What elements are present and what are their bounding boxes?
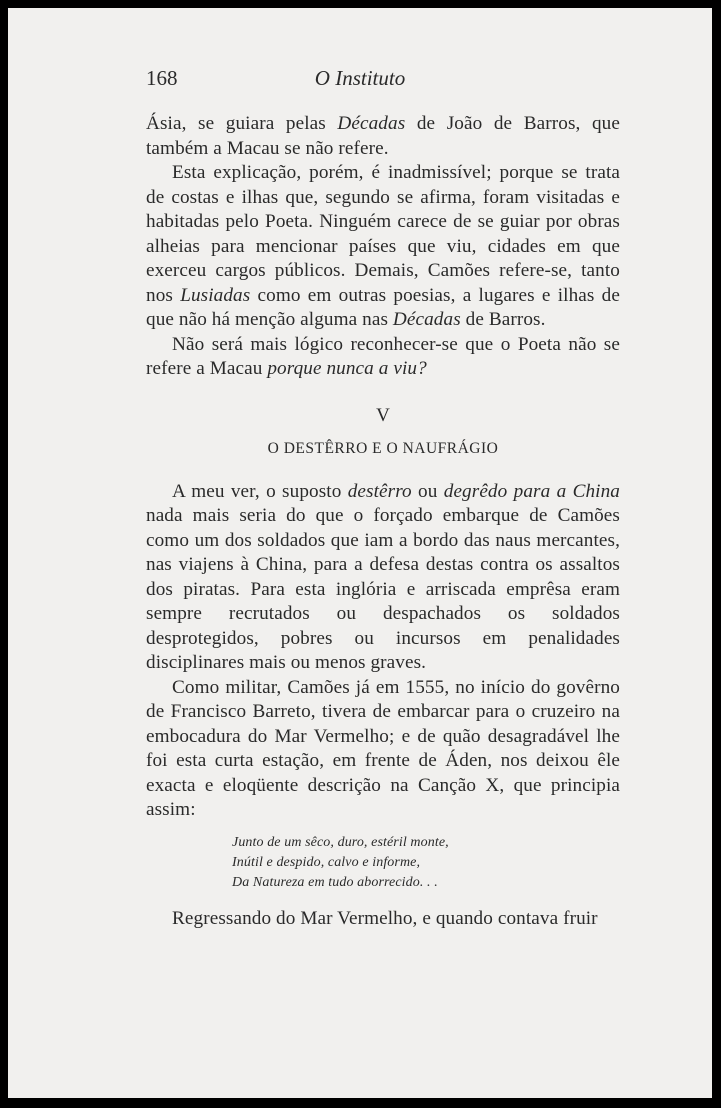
section-title: O DESTÊRRO E O NAUFRÁGIO — [267, 440, 499, 457]
verse-line: Junto de um sêco, duro, estéril monte, — [232, 834, 449, 850]
paragraph: Não será mais lógico reconhecer-se que o Poeta não se refere a Macau porque nunca a viu? — [146, 333, 620, 379]
paragraph: Ásia, se guiara pelas Décadas de João de Barros, que também a Macau se não refere. — [146, 113, 620, 159]
verse-line: Inútil e despido, calvo e informe, — [232, 854, 421, 870]
paragraph: A meu ver, o suposto destêrro ou degrêdo para a China nada mais seria do que o forçado embarque de Camões como um dos soldados que iam a bordo das naus mercantes, nas viajens à China, para a defesa destas contra os assaltos dos piratas. Para esta inglória e arriscada emprêsa eram sempre recrutados ou despachados os soldados desprotegidos, pobres ou incursos em penalidades disciplinares mais ou menos graves. — [146, 480, 620, 673]
page-body — [146, 112, 620, 931]
running-title: O Instituto — [314, 66, 406, 90]
page-number: 168 — [146, 66, 178, 90]
page-header — [8, 66, 712, 96]
paragraph: Regressando do Mar Vermelho, e quando contava fruir — [172, 907, 598, 929]
verse-line: Da Natureza em tudo aborrecido. . . — [232, 874, 438, 890]
verse-quote — [232, 833, 620, 893]
book-page — [8, 8, 712, 1098]
section-number: V — [376, 404, 390, 426]
paragraph: Como militar, Camões já em 1555, no início do govêrno de Francisco Barreto, tivera de embarcar para o cruzeiro na embocadura do Mar Vermelho; e de quão desagradável lhe foi esta curta estação, em frente de Áden, nos deixou êle exacta e eloqüente descrição na Canção X, que principia assim: — [146, 676, 620, 820]
paragraph: Esta explicação, porém, é inadmissível; porque se trata de costas e ilhas que, segundo se afirma, foram visitadas e habitadas pelo Poeta. Ninguém carece de se guiar por obras alheias para mencionar países que viu, cidades em que exerceu cargos públicos. Demais, Camões refere-se, tanto nos Lusiadas como em outras poesias, a lugares e ilhas de que não há menção alguma nas Décadas de Barros. — [146, 162, 620, 330]
